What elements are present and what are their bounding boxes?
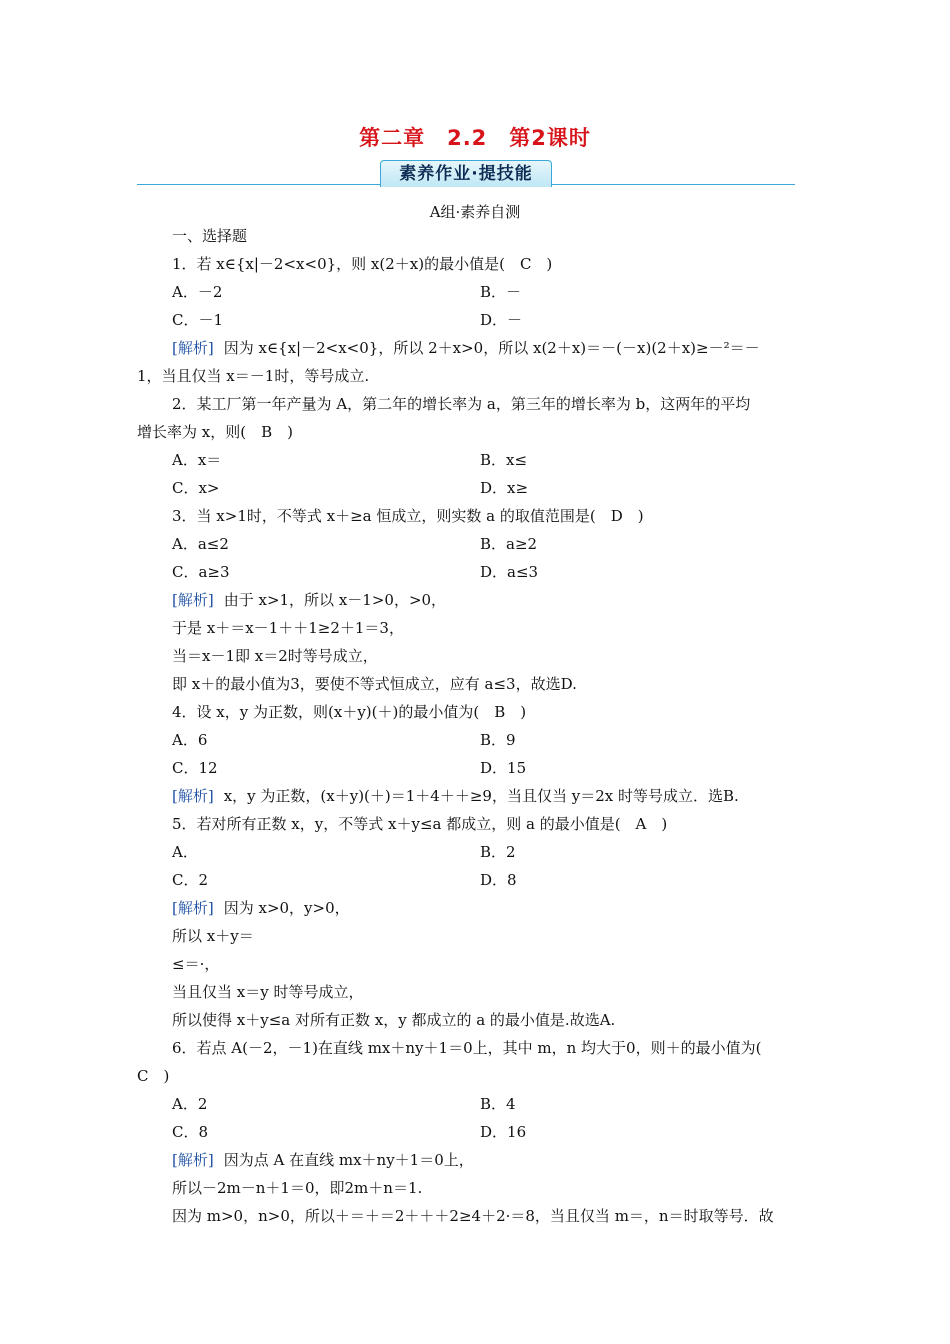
line-text: B．a≥2 — [480, 535, 538, 553]
line-text: C．8 — [172, 1123, 209, 1141]
text-line — [172, 450, 221, 470]
text-line — [172, 394, 750, 414]
text-line — [172, 954, 219, 974]
page-title: 第二章 2.2 第2课时 — [359, 126, 591, 150]
line-text: 1．若 x∈{x|－2<x<0}，则 x(2＋x)的最小值是( C ) — [172, 255, 553, 273]
text-line — [172, 730, 207, 750]
text-line — [172, 758, 218, 778]
text-line — [172, 254, 552, 274]
text-line — [137, 366, 369, 386]
text-line — [172, 1150, 474, 1170]
line-text: A．2 — [172, 1095, 208, 1113]
line-text: D．a≤3 — [480, 563, 539, 581]
text-line — [172, 618, 404, 638]
text-line — [172, 814, 667, 834]
text-line — [172, 226, 247, 246]
line-text: 由于 x>1，所以 x－1>0，>0， — [223, 591, 447, 609]
line-text: B．－ — [480, 283, 522, 301]
text-line — [172, 674, 577, 694]
line-text: D．8 — [480, 871, 517, 889]
text-line — [480, 534, 537, 554]
line-text: C．a≥3 — [172, 563, 230, 581]
line-text: 当且仅当 x＝y 时等号成立， — [172, 983, 364, 1001]
text-line — [172, 898, 350, 918]
text-line — [172, 646, 378, 666]
text-line — [172, 1178, 422, 1198]
text-line — [480, 282, 521, 302]
text-line — [480, 310, 522, 330]
text-line — [172, 870, 208, 890]
line-text: 所以 x＋y＝ — [172, 927, 254, 945]
text-line — [480, 478, 528, 498]
line-text: 所以使得 x＋y≤a 对所有正数 x，y 都成立的 a 的最小值是.故选A. — [172, 1011, 616, 1029]
line-text: 4．设 x，y 为正数，则(x＋y)(＋)的最小值为( B ) — [172, 703, 527, 721]
text-line — [172, 926, 254, 946]
text-line — [480, 870, 517, 890]
text-line — [172, 786, 739, 806]
line-text: A．a≤2 — [172, 535, 229, 553]
text-line — [172, 1122, 208, 1142]
text-line — [137, 1066, 169, 1086]
line-text: 1，当且仅当 x＝－1时，等号成立. — [137, 367, 370, 385]
line-text: C．－1 — [172, 311, 224, 329]
line-text: 所以－2m－n＋1＝0，即2m＋n＝1. — [172, 1179, 423, 1197]
text-line — [137, 422, 293, 442]
line-text: 当＝x－1即 x＝2时等号成立， — [172, 647, 378, 665]
text-line — [172, 562, 230, 582]
text-line — [172, 1094, 207, 1114]
line-text: A． — [172, 843, 198, 861]
text-line — [172, 1206, 774, 1226]
line-text: 因为 x∈{x|－2<x<0}，所以 2＋x>0，所以 x(2＋x)＝－(－x)(2＋x)≥－²＝－ — [223, 339, 760, 357]
group-heading: A组·素养自测 — [429, 203, 521, 221]
line-text: C．2 — [172, 871, 209, 889]
analysis-tag: [解析] — [172, 1151, 214, 1169]
line-text: B．x≤ — [480, 451, 528, 469]
text-line — [172, 842, 198, 862]
line-text: D．－ — [480, 311, 523, 329]
text-line — [172, 338, 760, 358]
line-text: 即 x＋的最小值为3，要使不等式恒成立，应有 a≤3，故选D. — [172, 675, 577, 693]
line-text: ≤＝·， — [172, 955, 220, 973]
text-line — [172, 702, 526, 722]
line-text: B．9 — [480, 731, 516, 749]
text-line — [172, 478, 220, 498]
text-line — [172, 982, 363, 1002]
line-text: C ) — [137, 1067, 170, 1085]
line-text: A．6 — [172, 731, 208, 749]
text-line — [172, 506, 644, 526]
line-text: 增长率为 x，则( B ) — [137, 423, 293, 441]
analysis-tag: [解析] — [172, 787, 214, 805]
line-text: A．x＝ — [172, 451, 222, 469]
text-line — [172, 1038, 761, 1058]
text-line — [480, 758, 526, 778]
section-banner: 素养作业·提技能 — [380, 160, 552, 187]
line-text: D．x≥ — [480, 479, 529, 497]
line-text: B．4 — [480, 1095, 516, 1113]
text-line — [480, 730, 516, 750]
line-text: 3．当 x>1时，不等式 x＋≥a 恒成立，则实数 a 的取值范围是( D ) — [172, 507, 644, 525]
line-text: 于是 x＋＝x－1＋＋1≥2＋1＝3， — [172, 619, 404, 637]
text-line — [172, 534, 229, 554]
line-text: 5．若对所有正数 x，y，不等式 x＋y≤a 都成立，则 a 的最小值是( A ) — [172, 815, 668, 833]
text-line — [480, 450, 527, 470]
line-text: A．－2 — [172, 283, 223, 301]
line-text: 一、选择题 — [172, 227, 248, 245]
line-text: C．x> — [172, 479, 220, 497]
line-text: B．2 — [480, 843, 516, 861]
analysis-tag: [解析] — [172, 591, 214, 609]
text-line — [480, 1122, 526, 1142]
text-line — [172, 590, 446, 610]
line-text: C．12 — [172, 759, 218, 777]
line-text: D．15 — [480, 759, 527, 777]
text-line — [480, 562, 538, 582]
text-line — [172, 1010, 615, 1030]
line-text: 6．若点 A(－2，－1)在直线 mx＋ny＋1＝0上，其中 m，n 均大于0，则＋的最小值为( — [172, 1039, 762, 1057]
line-text: 因为 x>0，y>0， — [223, 899, 350, 917]
text-line — [480, 842, 516, 862]
line-text: D．16 — [480, 1123, 527, 1141]
line-text: 因为 m>0，n>0，所以＋＝＋＝2＋＋＋2≥4＋2·＝8，当且仅当 m＝，n＝时取等号．故 — [172, 1207, 774, 1225]
line-text: 因为点 A 在直线 mx＋ny＋1＝0上， — [223, 1151, 474, 1169]
text-line — [172, 310, 223, 330]
analysis-tag: [解析] — [172, 899, 214, 917]
line-text: x，y 为正数，(x＋y)(＋)＝1＋4＋＋≥9，当且仅当 y＝2x 时等号成立．选B. — [223, 787, 739, 805]
text-line — [480, 1094, 516, 1114]
text-line — [172, 282, 222, 302]
line-text: 2．某工厂第一年产量为 A，第二年的增长率为 a，第三年的增长率为 b，这两年的平均 — [172, 395, 751, 413]
analysis-tag: [解析] — [172, 339, 214, 357]
